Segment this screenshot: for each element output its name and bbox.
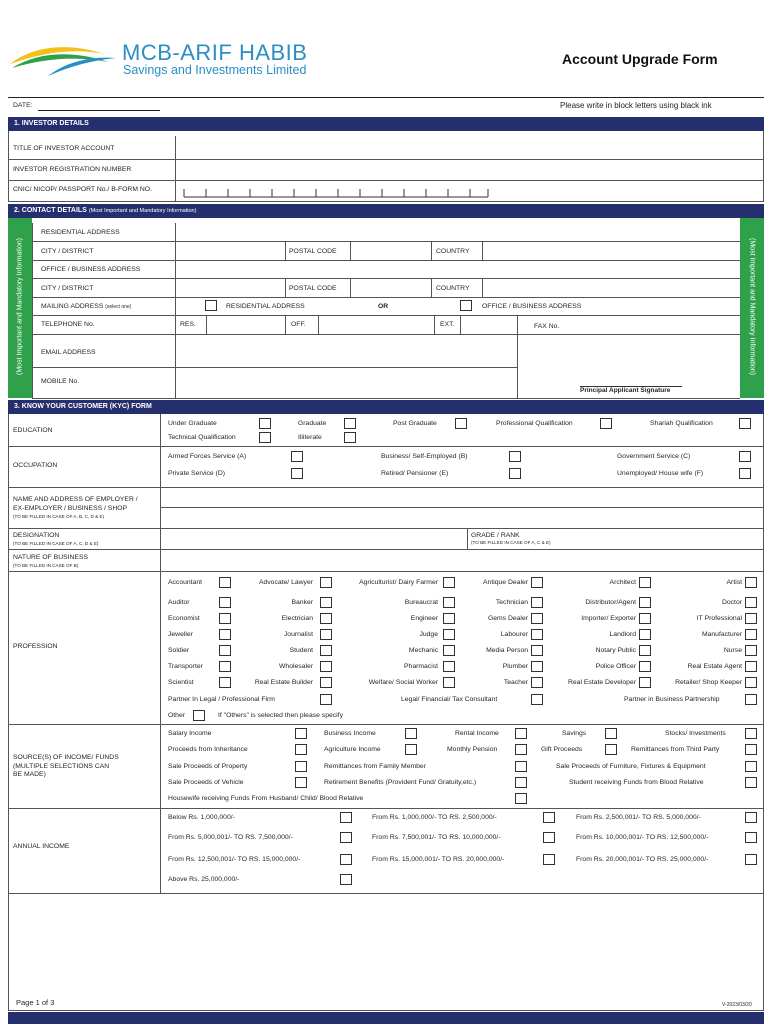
edu-post-graduate: Post Graduate	[393, 420, 437, 427]
profession-option-3-2-checkbox[interactable]	[443, 629, 455, 640]
profession-option-5-4-checkbox[interactable]	[639, 661, 651, 672]
city-field-1[interactable]	[176, 242, 285, 260]
company-logo	[8, 40, 120, 80]
inc-third-party-checkbox[interactable]	[745, 744, 757, 755]
edu-under-graduate: Under Graduate	[168, 420, 217, 427]
ext-label: EXT.	[440, 321, 455, 328]
profession-option-5-2-checkbox[interactable]	[443, 661, 455, 672]
edu-professional: Professional Qualification	[496, 420, 573, 427]
section2-title: 2. CONTACT DETAILS	[14, 207, 87, 214]
profession-option-5-5-checkbox[interactable]	[745, 661, 757, 672]
profession-option-3-1: Journalist	[283, 631, 313, 638]
profession-option-5-3: Plumber	[502, 663, 528, 670]
inc-family-member: Remittances from Family Member	[324, 763, 426, 770]
inc-inheritance: Proceeds from Inheritance	[168, 746, 248, 753]
employer-label-2: EX-EMPLOYER / BUSINESS / SHOP	[13, 505, 128, 512]
occ-unemployed-checkbox[interactable]	[739, 468, 751, 479]
office-address-field[interactable]	[176, 261, 740, 278]
employer-label-1: NAME AND ADDRESS OF EMPLOYER /	[13, 496, 138, 503]
edu-shariah: Shariah Qualification	[650, 420, 713, 427]
edu-professional-checkbox[interactable]	[600, 418, 612, 429]
profession-option-2-2-checkbox[interactable]	[443, 613, 455, 624]
employer-note: (TO BE FILLED IN CASE OF A, B, C, D & E)	[13, 514, 105, 519]
profession-option-4-3-checkbox[interactable]	[531, 645, 543, 656]
inc-rental-checkbox[interactable]	[515, 728, 527, 739]
title-of-account-field[interactable]	[176, 137, 763, 159]
annual-1-1-checkbox[interactable]	[543, 832, 555, 843]
income-label-1: SOURCE(S) OF INCOME/ FUNDS	[13, 754, 119, 761]
nature-note: (TO BE FILLED IN CASE OF B)	[13, 563, 79, 568]
postal-label-2: POSTAL CODE	[289, 285, 337, 292]
annual-2-2: From Rs. 20,000,001/- TO RS. 25,000,000/-	[576, 856, 709, 863]
occ-unemployed: Unemployed/ House wife (F)	[617, 470, 704, 477]
occ-retired: Retired/ Pensioner (E)	[381, 470, 449, 477]
nature-label: NATURE OF BUSINESS	[13, 554, 89, 561]
occ-private: Private Service (D)	[168, 470, 226, 477]
profession-option-5-5: Real Estate Agent	[687, 663, 742, 670]
occ-private-checkbox[interactable]	[291, 468, 303, 479]
res-label: RES.	[180, 321, 196, 328]
edu-shariah-checkbox[interactable]	[739, 418, 751, 429]
occ-business-checkbox[interactable]	[509, 451, 521, 462]
profession-option-4-5: Nurse	[723, 647, 742, 654]
cnic-digit-boxes	[176, 181, 496, 201]
profession-option-0-4-checkbox[interactable]	[639, 577, 651, 588]
profession-option-5-3-checkbox[interactable]	[531, 661, 543, 672]
mailing-note: (select one)	[105, 304, 132, 310]
designation-field[interactable]	[161, 529, 467, 549]
edu-technical: Technical Qualification	[168, 434, 236, 441]
profession-option-0-2: Agriculturist/ Dairy Farmer	[359, 579, 438, 586]
instruction-text: Please write in block letters using black ink	[560, 101, 712, 110]
profession-option-0-0-checkbox[interactable]	[219, 577, 231, 588]
residential-address-field[interactable]	[176, 223, 740, 241]
off-label: OFF.	[291, 321, 306, 328]
occ-business: Business/ Self-Employed (B)	[381, 453, 468, 460]
inc-savings: Savings	[562, 730, 587, 737]
profession-option-1-0: Auditor	[168, 599, 190, 606]
profession-option-1-5: Doctor	[721, 599, 742, 606]
profession-label: PROFESSION	[13, 643, 58, 650]
profession-option-1-3-checkbox[interactable]	[531, 597, 543, 608]
income-label-3: BE MADE)	[13, 771, 46, 778]
title-of-account-label: TITLE OF INVESTOR ACCOUNT	[13, 145, 115, 152]
annual-0-0: Below Rs. 1,000,000/-	[168, 814, 235, 821]
annual-1-0-checkbox[interactable]	[340, 832, 352, 843]
annual-1-2-checkbox[interactable]	[745, 832, 757, 843]
profession-option-4-0: Soldier	[168, 647, 190, 654]
annual-1-1: From Rs. 7,500,001/- TO RS. 10,000,000/-	[372, 834, 501, 841]
profession-option-0-3: Antique Dealer	[483, 579, 528, 586]
profession-option-0-5-checkbox[interactable]	[745, 577, 757, 588]
registration-field[interactable]	[176, 160, 763, 180]
left-side-note: (Most Important and Mandatory Information)	[16, 238, 24, 375]
inc-business-checkbox[interactable]	[405, 728, 417, 739]
profession-option-2-2: Engineer	[410, 615, 438, 622]
profession-option-1-4-checkbox[interactable]	[639, 597, 651, 608]
profession-option-6-5-checkbox[interactable]	[745, 677, 757, 688]
annual-0-2: From Rs. 2,500,001/- TO RS. 5,000,000/-	[576, 814, 701, 821]
education-label: EDUCATION	[13, 427, 53, 434]
residential-address-label: RESIDENTIAL ADDRESS	[41, 229, 120, 236]
annual-2-1: From Rs. 15,000,001/- TO RS. 20,000,000/-	[372, 856, 505, 863]
profession-option-0-1-checkbox[interactable]	[320, 577, 332, 588]
inc-family-member-checkbox[interactable]	[515, 761, 527, 772]
country-field-1[interactable]	[483, 242, 740, 260]
occupation-label: OCCUPATION	[13, 462, 58, 469]
mailing-address-label	[41, 303, 131, 310]
annual-0-1: From Rs. 1,000,000/- TO RS. 2,500,000/-	[372, 814, 497, 821]
profession-option-3-2: Judge	[419, 631, 438, 638]
inc-pension-checkbox[interactable]	[515, 744, 527, 755]
profession-option-1-4: Distributor/Agent	[585, 599, 636, 606]
email-label: EMAIL ADDRESS	[41, 349, 96, 356]
mailing-residential-label: RESIDENTIAL ADDRESS	[226, 303, 305, 310]
edu-graduate-checkbox[interactable]	[344, 418, 356, 429]
inc-agriculture-checkbox[interactable]	[405, 744, 417, 755]
inc-vehicle-checkbox[interactable]	[295, 777, 307, 788]
fax-field[interactable]	[560, 316, 740, 334]
profession-option-5-1-checkbox[interactable]	[320, 661, 332, 672]
occ-government-checkbox[interactable]	[739, 451, 751, 462]
edu-post-graduate-checkbox[interactable]	[455, 418, 467, 429]
mobile-field[interactable]	[176, 368, 517, 398]
form-title: Account Upgrade Form	[562, 51, 718, 67]
edu-under-graduate-checkbox[interactable]	[259, 418, 271, 429]
prof-legal-consultant-checkbox[interactable]	[531, 694, 543, 705]
city-label-1: CITY / DISTRICT	[41, 248, 94, 255]
annual-1-2: From Rs. 10,000,001/- TO RS. 12,500,000/-	[576, 834, 709, 841]
company-subtitle: Savings and Investments Limited	[123, 63, 307, 77]
profession-option-4-3: Media Person	[486, 647, 528, 654]
postal-field-2[interactable]	[351, 279, 431, 297]
annual-2-1-checkbox[interactable]	[543, 854, 555, 865]
profession-option-6-2: Welfare/ Social Worker	[368, 679, 438, 686]
profession-option-3-5: Manufacturer	[701, 631, 742, 638]
city-field-2[interactable]	[176, 279, 285, 297]
section1-title: 1. INVESTOR DETAILS	[14, 120, 89, 127]
email-field[interactable]	[176, 335, 517, 367]
edu-graduate: Graduate	[298, 420, 327, 427]
version-label: V-2023/03/20	[722, 1002, 752, 1008]
inc-business: Business Income	[324, 730, 376, 737]
profession-option-6-4-checkbox[interactable]	[639, 677, 651, 688]
profession-option-4-2-checkbox[interactable]	[443, 645, 455, 656]
profession-option-3-3-checkbox[interactable]	[531, 629, 543, 640]
profession-option-3-5-checkbox[interactable]	[745, 629, 757, 640]
annual-1-0: From Rs. 5,000,001/- TO RS. 7,500,000/-	[168, 834, 293, 841]
company-name: MCB-ARIF HABIB	[122, 40, 308, 65]
profession-option-4-4: Notary Public	[595, 647, 636, 654]
city-label-2: CITY / DISTRICT	[41, 285, 94, 292]
profession-option-2-4: Importer/ Exporter	[581, 615, 636, 622]
profession-option-2-0: Economist	[168, 615, 200, 622]
cnic-label: CNIC/ NICOP/ PASSPORT No./ B-FORM NO.	[13, 186, 152, 193]
profession-option-4-5-checkbox[interactable]	[745, 645, 757, 656]
profession-option-1-3: Technician	[495, 599, 528, 606]
inc-retirement-checkbox[interactable]	[515, 777, 527, 788]
profession-option-1-0-checkbox[interactable]	[219, 597, 231, 608]
profession-option-5-4: Police Officer	[595, 663, 636, 670]
annual-0-2-checkbox[interactable]	[745, 812, 757, 823]
employer-field[interactable]	[161, 488, 763, 528]
inc-housewife: Housewife receiving Funds From Husband/ Child/ Blood Relative	[168, 795, 364, 802]
profession-option-2-1-checkbox[interactable]	[320, 613, 332, 624]
inc-stocks-checkbox[interactable]	[745, 728, 757, 739]
profession-option-0-2-checkbox[interactable]	[443, 577, 455, 588]
inc-retirement: Retirement Benefits (Provident Fund/ Gratuity,etc.)	[324, 779, 477, 786]
section2-note: (Most Important and Mandatory Information)	[88, 208, 197, 214]
inc-pension: Monthly Pension	[447, 746, 498, 753]
annual-0-0-checkbox[interactable]	[340, 812, 352, 823]
profession-option-1-2-checkbox[interactable]	[443, 597, 455, 608]
profession-option-3-1-checkbox[interactable]	[320, 629, 332, 640]
profession-option-6-3-checkbox[interactable]	[531, 677, 543, 688]
profession-option-5-1: Wholesaler	[279, 663, 313, 670]
profession-option-2-4-checkbox[interactable]	[639, 613, 651, 624]
inc-savings-checkbox[interactable]	[605, 728, 617, 739]
profession-option-3-0: Jeweller	[168, 631, 193, 638]
profession-option-0-4: Architect	[609, 579, 636, 586]
prof-other: Other	[168, 712, 185, 719]
profession-option-2-0-checkbox[interactable]	[219, 613, 231, 624]
postal-label-1: POSTAL CODE	[289, 248, 337, 255]
profession-option-6-1-checkbox[interactable]	[320, 677, 332, 688]
profession-option-4-1: Student	[289, 647, 313, 654]
section1-header	[8, 117, 764, 131]
grade-label: GRADE / RANK	[471, 532, 520, 539]
profession-option-2-5-checkbox[interactable]	[745, 613, 757, 624]
inc-property: Sale Proceeds of Property	[168, 763, 248, 770]
profession-option-3-3: Labourer	[500, 631, 528, 638]
mailing-office-checkbox[interactable]	[460, 300, 472, 311]
res-phone-field[interactable]	[207, 316, 285, 334]
cnic-field[interactable]	[176, 181, 496, 201]
office-address-label: OFFICE / BUSINESS ADDRESS	[41, 266, 141, 273]
occ-government: Government Service (C)	[617, 453, 691, 460]
inc-furniture: Sale Proceeds of Furniture, Fixtures & Equipment	[556, 763, 706, 770]
nature-field[interactable]	[161, 550, 763, 571]
profession-option-6-5: Retailer/ Shop Keeper	[675, 679, 742, 686]
fax-label: FAX No.	[534, 323, 560, 330]
section2-header	[8, 204, 764, 218]
grade-note: (TO BE FILLED IN CASE OF A, C & E)	[471, 540, 551, 545]
profession-option-1-2: Bureaucrat	[404, 599, 438, 606]
profession-option-4-4-checkbox[interactable]	[639, 645, 651, 656]
inc-salary-checkbox[interactable]	[295, 728, 307, 739]
profession-option-3-4: Landlord	[609, 631, 636, 638]
profession-option-3-0-checkbox[interactable]	[219, 629, 231, 640]
prof-legal-consultant: Legal/ Financial/ Tax Consultant	[401, 696, 498, 703]
occ-armed-forces: Armed Forces Service (A)	[168, 453, 247, 460]
profession-option-0-1: Advocate/ Lawyer	[258, 579, 313, 586]
prof-other-specify-field[interactable]	[374, 719, 762, 720]
inc-student: Student receiving Funds from Blood Relative	[569, 779, 704, 786]
annual-2-0: From Rs. 12,500,001/- TO RS. 15,000,000/-	[168, 856, 301, 863]
profession-option-6-0-checkbox[interactable]	[219, 677, 231, 688]
inc-inheritance-checkbox[interactable]	[295, 744, 307, 755]
footer-bar	[8, 1012, 764, 1024]
annual-2-2-checkbox[interactable]	[745, 854, 757, 865]
profession-option-6-0: Scientist	[168, 679, 194, 686]
telephone-label: TELEPHONE No.	[41, 321, 95, 328]
designation-label: DESIGNATION	[13, 532, 60, 539]
profession-option-4-0-checkbox[interactable]	[219, 645, 231, 656]
section3-header	[8, 400, 764, 414]
edu-illiterate: Illiterate	[298, 434, 322, 441]
inc-vehicle: Sale Proceeds of Vehicle	[168, 779, 244, 786]
annual-2-0-checkbox[interactable]	[340, 854, 352, 865]
country-label-1: COUNTRY	[436, 248, 470, 255]
prof-partner-legal: Partner In Legal / Professional Firm	[168, 696, 275, 703]
prof-other-specify: If "Others" is selected then please specify	[218, 712, 343, 719]
edu-illiterate-checkbox[interactable]	[344, 432, 356, 443]
signature-label: Principal Applicant Signature	[580, 387, 671, 394]
annual-3-0: Above Rs. 25,000,000/-	[168, 876, 240, 883]
inc-third-party: Remittances from Third Party	[631, 746, 720, 753]
profession-option-0-5: Artist	[726, 579, 742, 586]
profession-option-0-3-checkbox[interactable]	[531, 577, 543, 588]
designation-note: (TO BE FILLED IN CASE OF A, C, D & E)	[13, 541, 99, 546]
logo-swoosh-icon	[8, 40, 120, 80]
inc-gift-checkbox[interactable]	[605, 744, 617, 755]
mailing-office-label: OFFICE / BUSINESS ADDRESS	[482, 303, 582, 310]
profession-option-6-4: Real Estate Developer	[567, 679, 636, 686]
profession-option-6-1: Real Estate Builder	[254, 679, 313, 686]
profession-option-1-1-checkbox[interactable]	[320, 597, 332, 608]
mailing-or-label: OR	[378, 303, 389, 310]
profession-option-1-1: Banker	[291, 599, 313, 606]
inc-gift: Gift Proceeds	[541, 746, 583, 753]
annual-0-1-checkbox[interactable]	[543, 812, 555, 823]
off-phone-field[interactable]	[319, 316, 434, 334]
postal-field-1[interactable]	[351, 242, 431, 260]
annual-income-label: ANNUAL INCOME	[13, 843, 70, 850]
profession-option-2-1: Electrician	[281, 615, 313, 622]
profession-option-2-5: IT Professional	[696, 615, 742, 622]
prof-other-checkbox[interactable]	[193, 710, 205, 721]
profession-option-4-2: Mechanic	[408, 647, 438, 654]
inc-student-checkbox[interactable]	[745, 777, 757, 788]
profession-option-6-2-checkbox[interactable]	[443, 677, 455, 688]
date-label: DATE:	[13, 102, 33, 109]
mobile-label: MOBILE No.	[41, 378, 80, 385]
right-side-note: (Most Important and Mandatory Information)	[748, 238, 756, 375]
inc-agriculture: Agriculture Income	[324, 746, 381, 753]
income-label-2: (MULTIPLE SELECTIONS CAN	[13, 763, 110, 770]
occ-retired-checkbox[interactable]	[509, 468, 521, 479]
inc-housewife-checkbox[interactable]	[515, 793, 527, 804]
occ-armed-forces-checkbox[interactable]	[291, 451, 303, 462]
annual-3-0-checkbox[interactable]	[340, 874, 352, 885]
inc-stocks: Stocks/ Investments	[665, 730, 726, 737]
prof-partner-legal-checkbox[interactable]	[320, 694, 332, 705]
prof-partner-business-checkbox[interactable]	[745, 694, 757, 705]
country-label-2: COUNTRY	[436, 285, 470, 292]
date-field[interactable]	[38, 110, 160, 111]
profession-option-6-3: Teacher	[503, 679, 528, 686]
profession-option-5-2: Pharmacist	[404, 663, 438, 670]
prof-partner-business: Partner in Business Partnership	[624, 696, 720, 703]
profession-option-5-0: Transporter	[168, 663, 203, 670]
page-number: Page 1 of 3	[16, 998, 55, 1007]
section3-title: 3. KNOW YOUR CUSTOMER (KYC) FORM	[14, 403, 152, 410]
edu-technical-checkbox[interactable]	[259, 432, 271, 443]
inc-rental: Rental Income	[455, 730, 499, 737]
profession-option-5-0-checkbox[interactable]	[219, 661, 231, 672]
country-field-2[interactable]	[483, 279, 740, 297]
ext-field[interactable]	[461, 316, 517, 334]
profession-option-2-3: Gems Dealer	[487, 615, 528, 622]
mailing-residential-checkbox[interactable]	[205, 300, 217, 311]
profession-option-4-1-checkbox[interactable]	[320, 645, 332, 656]
inc-furniture-checkbox[interactable]	[745, 761, 757, 772]
mailing-label-text: MAILING ADDRESS	[41, 303, 104, 310]
inc-salary: Salary Income	[168, 730, 212, 737]
profession-option-2-3-checkbox[interactable]	[531, 613, 543, 624]
inc-property-checkbox[interactable]	[295, 761, 307, 772]
profession-option-3-4-checkbox[interactable]	[639, 629, 651, 640]
profession-option-1-5-checkbox[interactable]	[745, 597, 757, 608]
registration-label: INVESTOR REGISTRATION NUMBER	[13, 166, 132, 173]
profession-option-0-0: Accountant	[168, 579, 203, 586]
